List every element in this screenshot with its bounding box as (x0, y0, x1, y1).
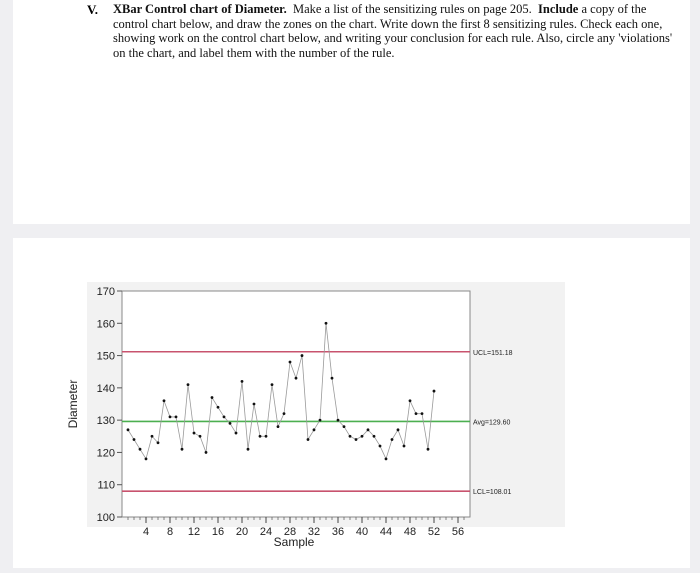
question-text (113, 2, 673, 60)
y-axis-label: Diameter (66, 379, 80, 429)
data-point (271, 383, 274, 386)
data-point (349, 435, 352, 438)
data-point (379, 445, 382, 448)
data-point (241, 380, 244, 383)
data-point (163, 399, 166, 402)
x-tick-label: 28 (283, 526, 297, 538)
question-text-1: Make a list of the sensitizing rules on page 205. (292, 2, 532, 16)
data-point (343, 425, 346, 428)
y-tick-label: 160 (96, 318, 115, 331)
data-point (301, 354, 304, 357)
data-point (397, 428, 400, 431)
data-point (211, 396, 214, 399)
x-tick-label: 20 (235, 526, 249, 538)
data-point (337, 419, 340, 422)
data-point (331, 377, 334, 380)
x-axis-label: Sample (273, 535, 315, 549)
x-tick-label: 4 (142, 526, 150, 538)
x-tick-label: 56 (451, 526, 465, 538)
x-tick-label: 12 (187, 526, 201, 538)
x-tick-label: 16 (211, 526, 225, 538)
x-tick-label: 36 (331, 526, 345, 538)
data-point (157, 441, 160, 444)
data-point (391, 438, 394, 441)
data-point (421, 412, 424, 415)
x-tick-label: 24 (259, 526, 273, 538)
y-tick-label: 120 (96, 447, 115, 460)
data-point (247, 448, 250, 451)
x-tick-label: 52 (427, 526, 441, 538)
data-point (403, 445, 406, 448)
question-number: V. (87, 2, 98, 17)
data-point (367, 428, 370, 431)
x-tick-label: 44 (379, 526, 393, 538)
data-point (313, 428, 316, 431)
data-point (151, 435, 154, 438)
data-point (385, 457, 388, 460)
question-include: Include (538, 2, 579, 16)
y-tick-label: 150 (96, 350, 115, 363)
data-point (415, 412, 418, 415)
data-point (175, 416, 178, 419)
data-point (355, 438, 358, 441)
data-point (169, 416, 172, 419)
y-tick-label: 170 (96, 286, 115, 298)
data-point (259, 435, 262, 438)
data-point (289, 361, 292, 364)
data-point (265, 435, 268, 438)
lcl-label: LCL=108.01 (473, 489, 512, 497)
data-point (253, 403, 256, 406)
data-point (223, 416, 226, 419)
data-point (283, 412, 286, 415)
data-point (325, 322, 328, 325)
question-text-2: a copy of the control chart below, and draw the zones on the chart. Write down the first 8 sensitizing rules. Check each one, showing work on the control chart below, and writing your conclusion for each rule. Also, circle any 'violations' on the chart, and label them with the number of the rule. (113, 2, 673, 60)
chart-card (13, 238, 690, 568)
data-point (373, 435, 376, 438)
data-point (319, 419, 322, 422)
data-point (193, 432, 196, 435)
y-tick-label: 110 (97, 479, 115, 492)
data-point (187, 383, 190, 386)
xbar-control-chart (13, 238, 690, 568)
question-title: XBar Control chart of Diameter. (113, 2, 287, 16)
data-point (139, 448, 142, 451)
x-tick-label: 32 (307, 526, 321, 538)
data-point (427, 448, 430, 451)
data-point (295, 377, 298, 380)
y-tick-label: 130 (96, 415, 115, 428)
y-tick-label: 140 (96, 382, 115, 395)
data-point (199, 435, 202, 438)
plot-frame (122, 291, 470, 517)
data-point (409, 399, 412, 402)
x-tick-label: 48 (403, 526, 417, 538)
question-card (13, 0, 690, 224)
data-point (205, 451, 208, 454)
data-point (181, 448, 184, 451)
data-point (217, 406, 220, 409)
data-point (145, 457, 148, 460)
data-point (127, 428, 130, 431)
x-tick-label: 40 (355, 526, 369, 538)
data-point (229, 422, 232, 425)
data-point (307, 438, 310, 441)
data-point (235, 432, 238, 435)
data-point (277, 425, 280, 428)
data-point (433, 390, 436, 393)
ucl-label: UCL=151.18 (473, 349, 513, 357)
data-point (133, 438, 136, 441)
x-tick-label: 8 (166, 526, 174, 538)
y-tick-label: 100 (96, 512, 115, 524)
data-point (361, 435, 364, 438)
center-label: Avg=129.60 (473, 419, 511, 427)
